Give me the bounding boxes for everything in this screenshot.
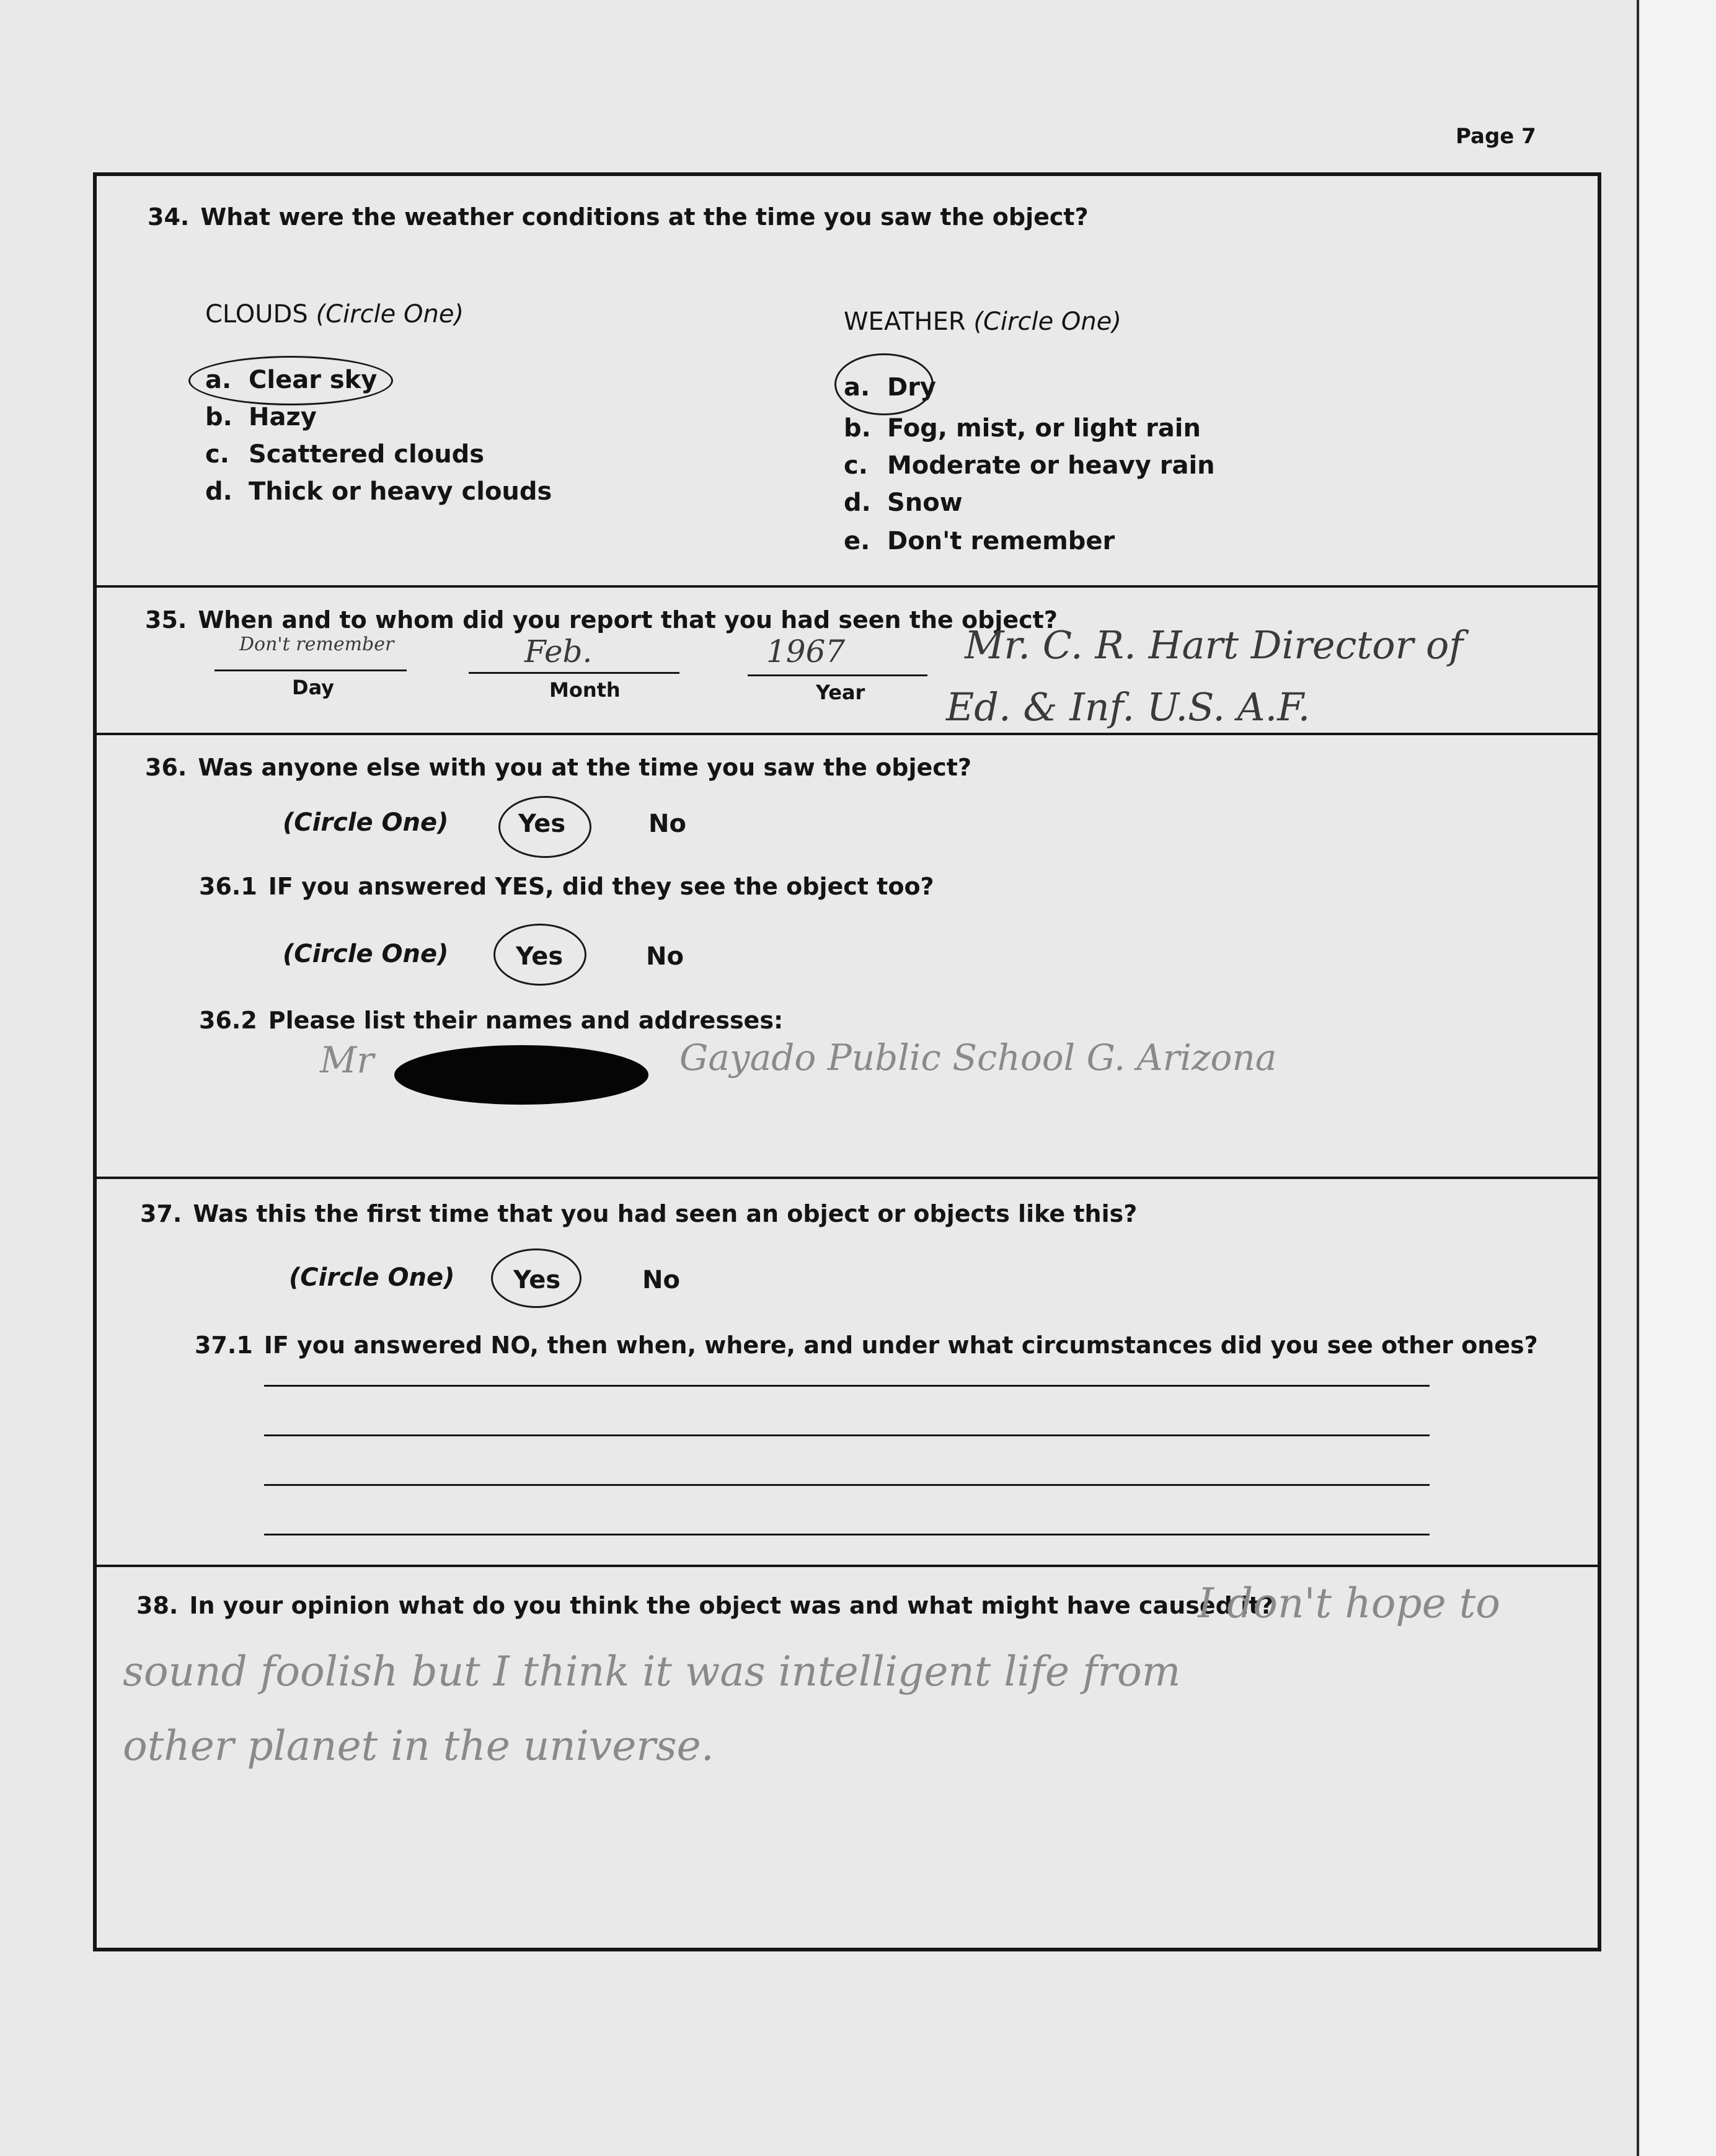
option-letter: b. xyxy=(205,403,232,431)
weather-heading-text: WEATHER xyxy=(844,307,966,336)
weather-heading xyxy=(844,307,1121,336)
page-edge xyxy=(1637,0,1639,2156)
report-month-value: Feb. xyxy=(524,634,593,669)
clouds-option-c[interactable] xyxy=(205,440,484,469)
opinion-answer-line3: other planet in the universe. xyxy=(123,1722,714,1770)
q37-instruction: (Circle One) xyxy=(289,1263,455,1292)
question-text: IF you answered NO, then when, where, and under what circumstances did you see other ones? xyxy=(263,1332,1538,1359)
option-letter: a. xyxy=(844,373,870,402)
question-number: 36.2 xyxy=(199,1007,257,1034)
clouds-heading-text: CLOUDS xyxy=(205,300,308,329)
question-text: Was anyone else with you at the time you saw the object? xyxy=(198,754,972,781)
question-text: Please list their names and addresses: xyxy=(268,1007,784,1034)
year-label: Year xyxy=(816,681,865,704)
question-36-2 xyxy=(199,1007,783,1034)
clouds-instruction: (Circle One) xyxy=(316,300,464,329)
report-year-value: 1967 xyxy=(766,634,846,669)
answer-line[interactable] xyxy=(264,1385,1430,1387)
question-number: 34. xyxy=(148,203,190,231)
option-text: Thick or heavy clouds xyxy=(249,477,552,506)
question-37-1 xyxy=(195,1332,1538,1359)
question-number: 35. xyxy=(145,606,187,634)
question-number: 36. xyxy=(145,754,187,781)
report-day-value: Don't remember xyxy=(239,634,394,655)
weather-option-d[interactable] xyxy=(844,488,963,517)
report-recipient-line2: Ed. & Inf. U.S. A.F. xyxy=(946,684,1311,730)
answer-line[interactable] xyxy=(264,1434,1430,1436)
weather-option-c[interactable] xyxy=(844,451,1215,480)
question-text: IF you answered YES, did they see the object too? xyxy=(268,873,934,900)
clouds-heading xyxy=(205,300,464,329)
section-divider xyxy=(97,733,1598,735)
question-38 xyxy=(136,1592,1273,1619)
month-label: Month xyxy=(549,678,621,702)
option-letter: d. xyxy=(205,477,232,506)
option-text: Don't remember xyxy=(887,527,1115,555)
weather-option-e[interactable] xyxy=(844,527,1115,555)
section-divider xyxy=(97,585,1598,588)
year-line xyxy=(748,674,927,676)
companion-address: Gayado Public School G. Arizona xyxy=(679,1036,1277,1079)
page-margin xyxy=(1640,0,1716,2156)
option-text: Clear sky xyxy=(249,366,378,394)
question-text: When and to whom did you report that you had seen the object? xyxy=(198,606,1058,634)
option-letter: c. xyxy=(844,451,868,480)
weather-option-b[interactable] xyxy=(844,414,1201,443)
weather-option-a[interactable] xyxy=(844,373,936,402)
option-text: Dry xyxy=(887,373,937,402)
answer-line[interactable] xyxy=(264,1484,1430,1486)
question-number: 37. xyxy=(140,1200,182,1227)
day-line xyxy=(214,669,407,671)
option-text: Snow xyxy=(887,488,963,517)
q36-no-option[interactable]: No xyxy=(648,810,686,838)
option-text: Moderate or heavy rain xyxy=(887,451,1215,480)
option-letter: e. xyxy=(844,527,870,555)
question-text: Was this the first time that you had seen an object or objects like this? xyxy=(193,1200,1138,1227)
question-text: In your opinion what do you think the object was and what might have caused it? xyxy=(189,1592,1274,1619)
question-36-1 xyxy=(199,873,934,900)
report-recipient-line1: Mr. C. R. Hart Director of xyxy=(965,622,1464,668)
question-37 xyxy=(140,1200,1137,1227)
q36-1-no-option[interactable]: No xyxy=(646,942,684,971)
option-letter: d. xyxy=(844,488,871,517)
opinion-answer-line2: sound foolish but I think it was intelligent life from xyxy=(123,1648,1181,1695)
option-letter: c. xyxy=(205,440,229,469)
question-35 xyxy=(145,606,1058,634)
answer-line[interactable] xyxy=(264,1534,1430,1535)
question-number: 38. xyxy=(136,1592,179,1619)
month-line xyxy=(469,672,679,674)
question-34 xyxy=(148,203,1089,231)
clouds-option-d[interactable] xyxy=(205,477,552,506)
opinion-answer-line1: I don't hope to xyxy=(1198,1579,1500,1627)
section-divider xyxy=(97,1177,1598,1179)
companion-name-prefix: Mr xyxy=(320,1039,374,1081)
option-text: Scattered clouds xyxy=(249,440,485,469)
option-letter: a. xyxy=(205,366,232,394)
day-label: Day xyxy=(292,676,335,699)
question-number: 36.1 xyxy=(199,873,257,900)
q36-yes-option[interactable]: Yes xyxy=(518,810,566,838)
option-text: Fog, mist, or light rain xyxy=(887,414,1201,443)
clouds-option-b[interactable] xyxy=(205,403,317,431)
q36-instruction: (Circle One) xyxy=(283,808,449,837)
q37-yes-option[interactable]: Yes xyxy=(513,1266,561,1294)
q37-no-option[interactable]: No xyxy=(642,1266,680,1294)
question-36 xyxy=(145,754,971,781)
weather-instruction: (Circle One) xyxy=(973,307,1121,336)
option-text: Hazy xyxy=(249,403,317,431)
q36-1-yes-option[interactable]: Yes xyxy=(516,942,564,971)
clouds-option-a[interactable] xyxy=(205,366,377,394)
page-number: Page 7 xyxy=(1456,124,1536,149)
q36-1-instruction: (Circle One) xyxy=(283,940,449,968)
question-text: What were the weather conditions at the time you saw the object? xyxy=(200,203,1089,231)
redaction-mark xyxy=(394,1045,648,1105)
section-divider xyxy=(97,1565,1598,1567)
question-number: 37.1 xyxy=(195,1332,253,1359)
option-letter: b. xyxy=(844,414,871,443)
questionnaire-form xyxy=(93,172,1601,1951)
